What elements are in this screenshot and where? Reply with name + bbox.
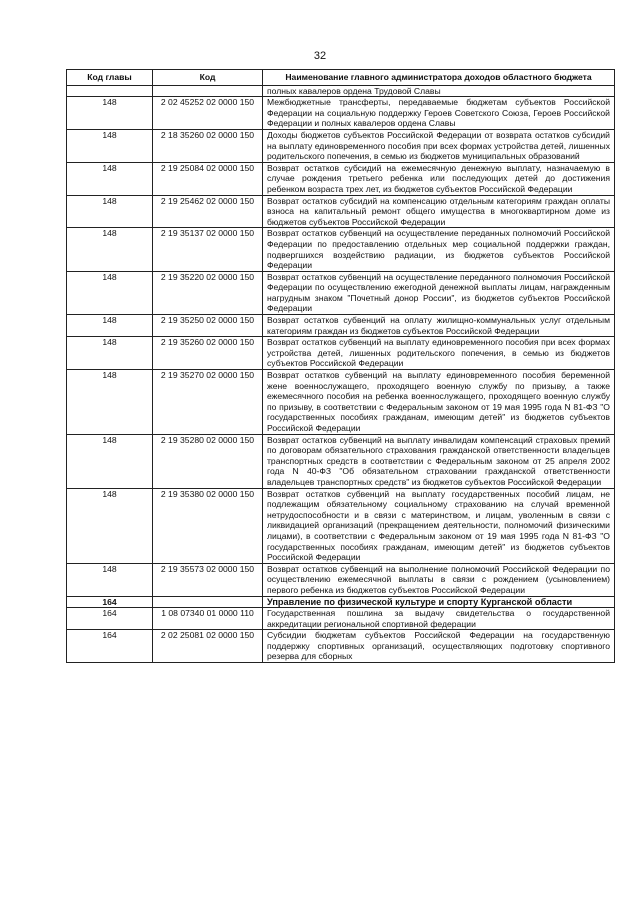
table-row: [67, 129, 615, 162]
table-row: [67, 630, 615, 663]
cell-code: 2 02 25081 02 0000 150: [153, 630, 263, 663]
cell-name: Возврат остатков субвенций на выплату единовременного пособия беременной жене военнослужащего, проходящего военную службу по призыву, а также ежемесячного пособия на ребенка военнослужащего, проходящего военную службу по призыву, в соответствии с Федеральным законом от 19 мая 1995 года N 81-ФЗ "О государственных пособиях гражданам, имеющим детей" из бюджетов субъектов Российской Федерации: [263, 370, 615, 435]
cell-code: 2 19 25084 02 0000 150: [153, 162, 263, 195]
cell-head-code: 148: [67, 315, 153, 337]
cell-name: Возврат остатков субвенций на осуществление переданного полномочия Российской Федерации по осуществлению ежегодной денежной выплаты лицам, награжденным нагрудным знаком "Почетный донор России", из бюджетов субъектов Российской Федерации: [263, 271, 615, 314]
revenue-administrators-table: [66, 69, 615, 663]
cell-head-code: 148: [67, 488, 153, 563]
table-row: [67, 370, 615, 435]
cell-head-code: 148: [67, 228, 153, 271]
cell-code: 2 19 25462 02 0000 150: [153, 195, 263, 228]
cell-head-code: 164: [67, 608, 153, 630]
cell-name: Возврат остатков субсидий на компенсацию отдельным категориям граждан оплаты взноса на капитальный ремонт общего имущества в многоквартирном доме из бюджетов субъектов Российской Федерации: [263, 195, 615, 228]
cell-name: Доходы бюджетов субъектов Российской Федерации от возврата остатков субсидий на выплату единовременного пособия при всех формах устройства детей, лишенных родительского попечения, в семью из бюджетов муниципальных образований: [263, 129, 615, 162]
cell-head-code: [67, 85, 153, 97]
cell-name: Возврат остатков субсидий на ежемесячную денежную выплату, назначаемую в случае рождения третьего ребенка или последующих детей до достижения ребенком возраста трех лет, из бюджетов субъектов Российской Федерации: [263, 162, 615, 195]
cell-code: 2 19 35250 02 0000 150: [153, 315, 263, 337]
table-row: [67, 434, 615, 488]
table-row: [67, 488, 615, 563]
cell-code: 2 19 35260 02 0000 150: [153, 337, 263, 370]
cell-code: 2 02 45252 02 0000 150: [153, 97, 263, 130]
page-number: 32: [313, 50, 327, 62]
cell-name: Государственная пошлина за выдачу свидетельства о государственной аккредитации региональной спортивной федерации: [263, 608, 615, 630]
cell-code: 2 19 35137 02 0000 150: [153, 228, 263, 271]
cell-head-code: 148: [67, 337, 153, 370]
table-row: [67, 271, 615, 314]
cell-name: Возврат остатков субвенций на выплату инвалидам компенсаций страховых премий по договорам обязательного страхования гражданской ответственности владельцев транспортных средств в соответствии с Федеральным законом от 25 апреля 2002 года N 40-ФЗ "Об обязательном страховании гражданской ответственности владельцев транспортных средств" из бюджетов субъектов Российской Федерации: [263, 434, 615, 488]
table-row: [67, 97, 615, 130]
cell-name: Возврат остатков субвенций на осуществление переданных полномочий Российской Федерации по предоставлению отдельных мер социальной поддержки граждан, подвергшихся воздействию радиации, из бюджетов субъектов Российской Федерации: [263, 228, 615, 271]
cell-name: Возврат остатков субвенций на выполнение полномочий Российской Федерации по осуществлению ежемесячной выплаты в связи с рождением (усыновлением) первого ребенка из бюджетов субъектов Российской Федерации: [263, 563, 615, 596]
cell-code: 1 08 07340 01 0000 110: [153, 608, 263, 630]
header-head-code: Код главы: [67, 70, 153, 86]
cell-head-code: 148: [67, 370, 153, 435]
cell-head-code: 148: [67, 129, 153, 162]
cell-code: [153, 596, 263, 608]
cell-head-code: 148: [67, 162, 153, 195]
cell-name: Субсидии бюджетам субъектов Российской Федерации на государственную поддержку спортивных организаций, осуществляющих подготовку спортивного резерва для сборных: [263, 630, 615, 663]
cell-head-code: 148: [67, 97, 153, 130]
cell-name: Межбюджетные трансферты, передаваемые бюджетам субъектов Российской Федерации на социальную поддержку Героев Советского Союза, Героев Российской Федерации и полных кавалеров ордена Славы: [263, 97, 615, 130]
cell-code: 2 19 35380 02 0000 150: [153, 488, 263, 563]
cell-head-code: 164: [67, 596, 153, 608]
table-row: [67, 85, 615, 97]
table-row: [67, 228, 615, 271]
cell-code: 2 19 35220 02 0000 150: [153, 271, 263, 314]
cell-head-code: 148: [67, 434, 153, 488]
header-name: Наименование главного администратора доходов областного бюджета: [263, 70, 615, 86]
cell-name: Возврат остатков субвенций на выплату единовременного пособия при всех формах устройства детей, лишенных родительского попечения, в семью из бюджетов субъектов Российской Федерации: [263, 337, 615, 370]
cell-name: Возврат остатков субвенций на выплату государственных пособий лицам, не подлежащим обязательному социальному страхованию на случай временной нетрудоспособности и в связи с материнством, и лицам, уволенным в связи с ликвидацией организаций (прекращением деятельности, полномочий физическими лицами), в соответствии с Федеральным законом от 19 мая 1995 года N 81-ФЗ "О государственных пособиях гражданам, имеющим детей" из бюджетов субъектов Российской Федерации: [263, 488, 615, 563]
table-row: [67, 162, 615, 195]
table-row: [67, 315, 615, 337]
header-code: Код: [153, 70, 263, 86]
table-row: [67, 596, 615, 608]
cell-head-code: 164: [67, 630, 153, 663]
cell-name: Управление по физической культуре и спорту Курганской области: [263, 596, 615, 608]
cell-name: Возврат остатков субвенций на оплату жилищно-коммунальных услуг отдельным категориям граждан из бюджетов субъектов Российской Федерации: [263, 315, 615, 337]
table-row: [67, 337, 615, 370]
cell-code: 2 19 35270 02 0000 150: [153, 370, 263, 435]
cell-name: полных кавалеров ордена Трудовой Славы: [263, 85, 615, 97]
table-row: [67, 195, 615, 228]
cell-code: [153, 85, 263, 97]
cell-code: 2 18 35260 02 0000 150: [153, 129, 263, 162]
cell-head-code: 148: [67, 195, 153, 228]
cell-code: 2 19 35573 02 0000 150: [153, 563, 263, 596]
table-row: [67, 608, 615, 630]
table-header-row: [67, 70, 615, 86]
cell-head-code: 148: [67, 563, 153, 596]
cell-head-code: 148: [67, 271, 153, 314]
table-row: [67, 563, 615, 596]
cell-code: 2 19 35280 02 0000 150: [153, 434, 263, 488]
